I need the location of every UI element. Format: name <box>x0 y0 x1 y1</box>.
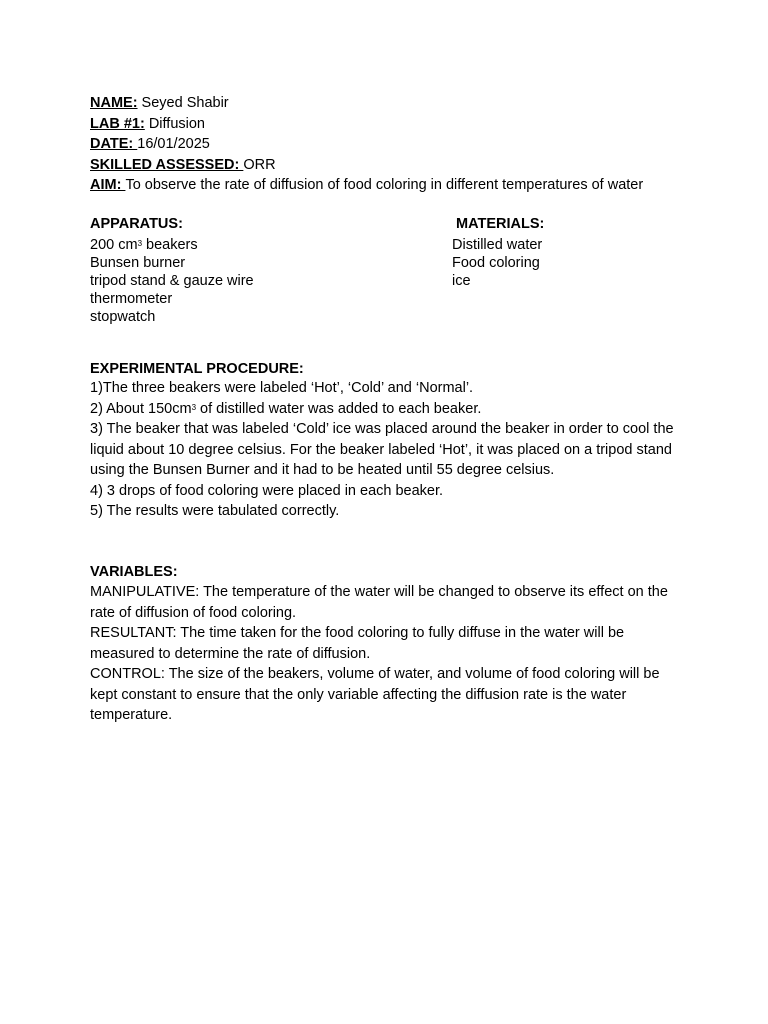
date-label: DATE: <box>90 136 138 152</box>
procedure-step-4: 4) 3 drops of food coloring were placed in each beaker. <box>90 482 444 499</box>
apparatus-item-beakers <box>90 236 390 254</box>
apparatus-item: tripod stand & gauze wire <box>90 273 254 289</box>
procedure-step-3: 3) The beaker that was labeled ‘Cold’ ice was placed around the beaker in order to cool the liquid about 10 degree celsius. For the beaker labeled ‘Hot’, it was placed on a tripod stand using the Bunsen Burner and it had to be heated until 55 degree celsius. <box>90 421 674 478</box>
name-label: NAME: <box>90 95 138 111</box>
skills-value: ORR <box>243 156 276 173</box>
materials-list <box>452 215 702 290</box>
date-line <box>90 134 710 155</box>
variable-manipulative: MANIPULATIVE: The temperature of the water will be changed to observe its effect on the rate of diffusion of food coloring. <box>90 584 668 621</box>
lab-line <box>90 114 710 135</box>
variables-title: VARIABLES: <box>90 564 178 580</box>
apparatus-title: APPARATUS: <box>90 216 183 232</box>
step2-text-end: of distilled water was added to each beaker. <box>196 400 482 417</box>
variables-section <box>90 563 690 726</box>
materials-title: MATERIALS: <box>456 216 545 232</box>
name-line <box>90 93 710 114</box>
materials-item: Distilled water <box>452 237 543 253</box>
apparatus-item: stopwatch <box>90 309 156 325</box>
aim-value: To observe the rate of diffusion of food coloring in different temperatures of water <box>125 177 644 193</box>
aim-label: AIM: <box>90 177 126 193</box>
lab-header <box>90 93 710 196</box>
procedure-step-5: 5) The results were tabulated correctly. <box>90 503 340 519</box>
beaker-unit-superscript: 3 <box>137 239 143 248</box>
apparatus-list <box>90 215 390 326</box>
lab-value: Diffusion <box>144 115 205 132</box>
procedure-title: EXPERIMENTAL PROCEDURE: <box>90 361 304 377</box>
procedure-section <box>90 360 690 522</box>
apparatus-item: Bunsen burner <box>90 255 186 271</box>
skills-label: SKILLED ASSESSED: <box>90 156 244 173</box>
variable-resultant: RESULTANT: The time taken for the food coloring to fully diffuse in the water will be measured to determine the rate of diffusion. <box>90 625 625 662</box>
apparatus-item: thermometer <box>90 291 173 307</box>
materials-item: Food coloring <box>452 255 540 271</box>
step2-unit-superscript: 3 <box>191 402 197 412</box>
skills-line <box>90 155 710 176</box>
name-value: Seyed Shabir <box>137 95 229 111</box>
aim-line <box>90 175 710 196</box>
beaker-size: 200 cm <box>90 237 138 253</box>
procedure-step-1: 1)The three beakers were labeled ‘Hot’, ‘Cold’ and ‘Normal’. <box>90 380 474 396</box>
step2-text-start: 2) About 150cm <box>90 400 192 417</box>
procedure-step-2 <box>90 399 690 420</box>
variable-control: CONTROL: The size of the beakers, volume of water, and volume of food coloring will be kept constant to ensure that the only variable affecting the diffusion rate is the water temperature. <box>90 666 660 723</box>
beaker-label: beakers <box>142 237 198 253</box>
lab-label: LAB #1: <box>90 115 145 132</box>
materials-item: ice <box>452 273 471 289</box>
date-value: 16/01/2025 <box>137 136 210 152</box>
